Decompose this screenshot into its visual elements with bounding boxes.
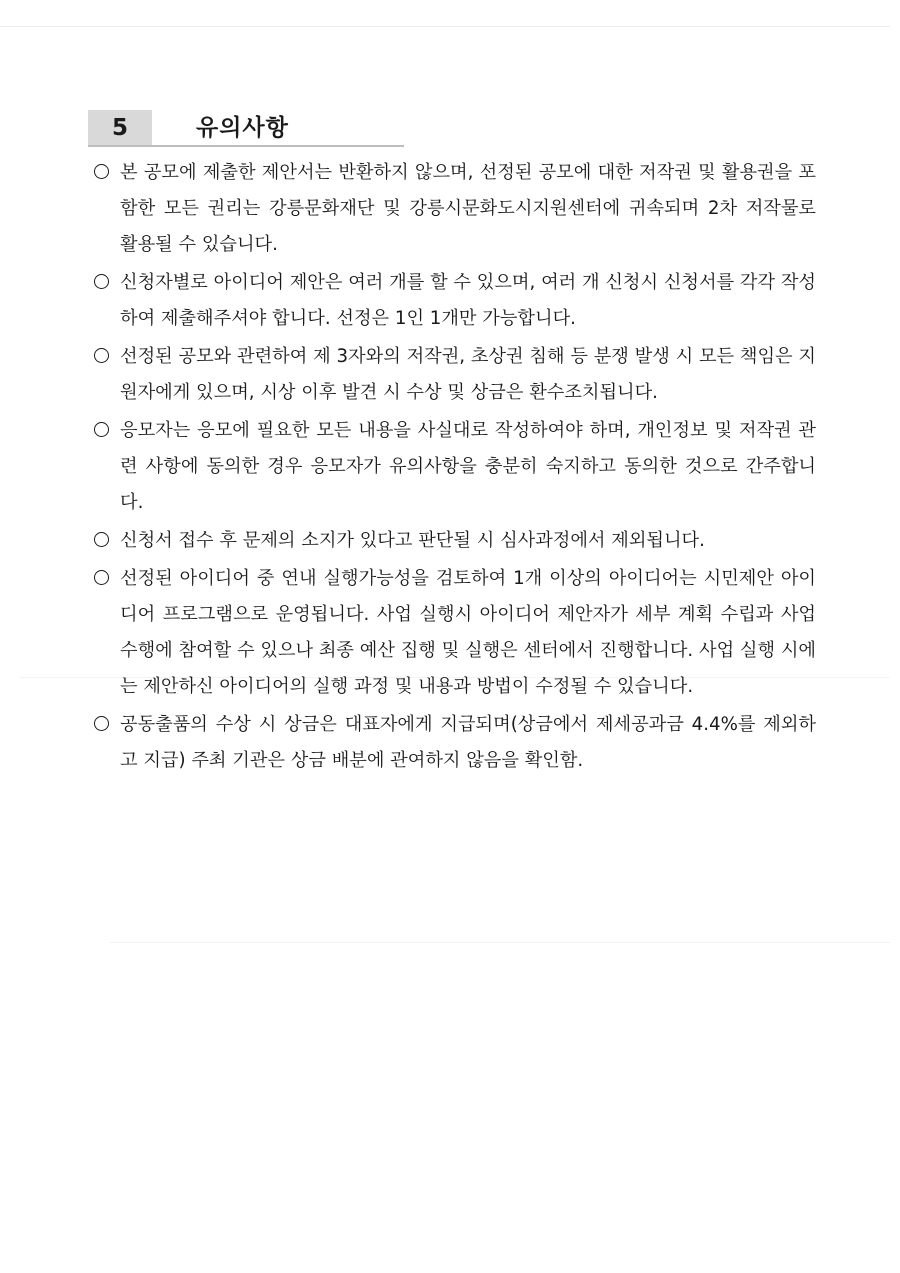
notice-text: 선정된 공모와 관련하여 제 3자와의 저작권, 초상권 침해 등 분쟁 발생 시 모든 책임은 지원자에게 있으며, 시상 이후 발견 시 수상 및 상금은 환수조치됩니다. bbox=[120, 346, 816, 403]
circle-bullet-icon bbox=[94, 716, 109, 731]
notice-item bbox=[94, 413, 816, 521]
notice-item bbox=[94, 155, 816, 263]
scan-artifact-bottom bbox=[110, 942, 890, 943]
section-header bbox=[88, 110, 404, 146]
section-underline bbox=[88, 145, 404, 147]
notice-text: 신청자별로 아이디어 제안은 여러 개를 할 수 있으며, 여러 개 신청시 신청서를 각각 작성하여 제출해주셔야 합니다. 선정은 1인 1개만 가능합니다. bbox=[120, 272, 816, 329]
notice-text: 응모자는 응모에 필요한 모든 내용을 사실대로 작성하여야 하며, 개인정보 및 저작권 관련 사항에 동의한 경우 응모자가 유의사항을 충분히 숙지하고 동의한 것으로 간주합니다. bbox=[120, 420, 816, 513]
notice-item bbox=[94, 265, 816, 337]
circle-bullet-icon bbox=[94, 348, 109, 363]
circle-bullet-icon bbox=[94, 532, 109, 547]
notice-text: 본 공모에 제출한 제안서는 반환하지 않으며, 선정된 공모에 대한 저작권 및 활용권을 포함한 모든 권리는 강릉문화재단 및 강릉시문화도시지원센터에 귀속되며 2차 저작물로 활용될 수 있습니다. bbox=[120, 162, 816, 255]
notice-text: 선정된 아이디어 중 연내 실행가능성을 검토하여 1개 이상의 아이디어는 시민제안 아이디어 프로그램으로 운영됩니다. 사업 실행시 아이디어 제안자가 세부 계획 수립과 사업 수행에 참여할 수 있으나 최종 예산 집행 및 실행은 센터에서 진행합니다. 사업 실행 시에는 제안하신 아이디어의 실행 과정 및 내용과 방법이 수정될 수 있습니다. bbox=[120, 568, 816, 697]
circle-bullet-icon bbox=[94, 422, 109, 437]
notice-item bbox=[94, 339, 816, 411]
notice-item bbox=[94, 561, 816, 705]
notice-item bbox=[94, 707, 816, 779]
section-title: 유의사항 bbox=[196, 115, 289, 141]
circle-bullet-icon bbox=[94, 570, 109, 585]
section-number: 5 bbox=[88, 110, 152, 146]
scan-artifact-top bbox=[0, 26, 890, 27]
notice-item bbox=[94, 523, 816, 559]
circle-bullet-icon bbox=[94, 274, 109, 289]
notice-list bbox=[94, 155, 816, 781]
notice-text: 신청서 접수 후 문제의 소지가 있다고 판단될 시 심사과정에서 제외됩니다. bbox=[120, 530, 705, 551]
circle-bullet-icon bbox=[94, 164, 109, 179]
notice-text: 공동출품의 수상 시 상금은 대표자에게 지급되며(상금에서 제세공과금 4.4%를 제외하고 지급) 주최 기관은 상금 배분에 관여하지 않음을 확인함. bbox=[120, 714, 816, 771]
